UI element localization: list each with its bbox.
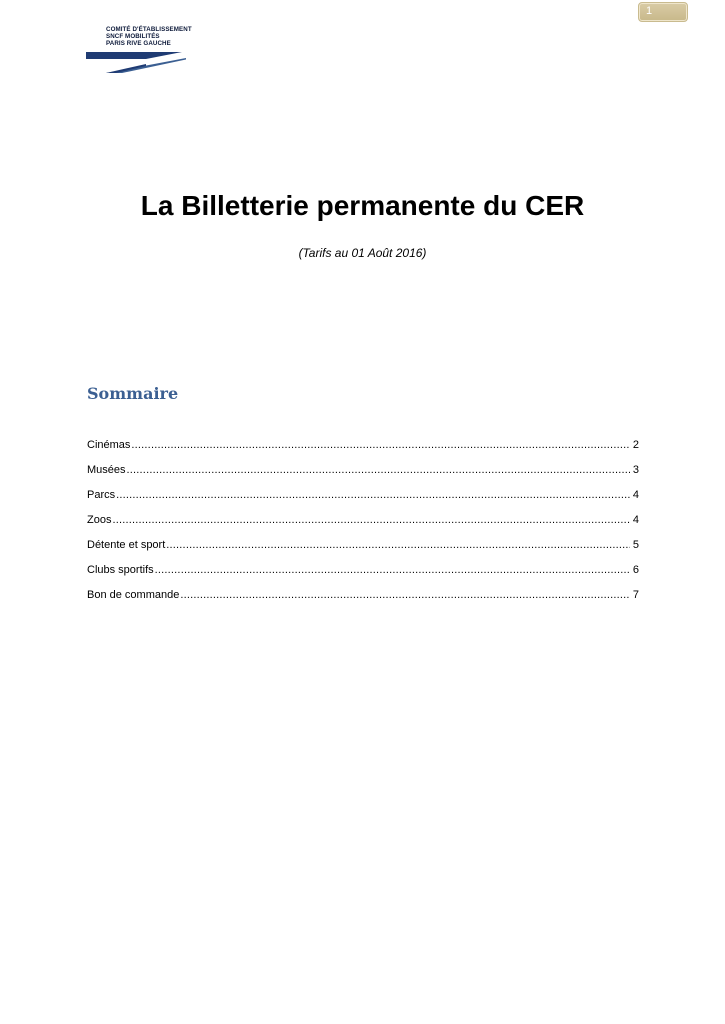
logo-line-2: SNCF MOBILITÉS — [106, 33, 160, 41]
toc-item-page: 3 — [632, 464, 639, 476]
document-title: La Billetterie permanente du CER — [140, 190, 585, 221]
toc-leader-dots — [116, 489, 630, 501]
toc-leader-dots — [155, 564, 630, 576]
logo-text — [106, 26, 192, 48]
toc-item-page: 4 — [632, 489, 639, 501]
logo-stripes-icon — [86, 52, 190, 76]
toc-leader-dots — [131, 439, 629, 451]
toc-item-detente-et-sport[interactable] — [87, 539, 639, 564]
toc-item-parcs[interactable] — [87, 489, 639, 514]
toc-item-label: Clubs sportifs — [87, 564, 154, 576]
toc-item-clubs-sportifs[interactable] — [87, 564, 639, 589]
page-number: 1 — [646, 5, 653, 17]
toc-item-zoos[interactable] — [87, 514, 639, 539]
logo-line-1: COMITÉ D'ÉTABLISSEMENT — [106, 26, 192, 33]
toc-item-bon-de-commande[interactable] — [87, 589, 639, 614]
toc-item-page: 6 — [632, 564, 639, 576]
toc-item-label: Musées — [87, 464, 126, 476]
toc-heading: Sommaire — [87, 384, 179, 403]
logo-line-3: PARIS RIVE GAUCHE — [106, 40, 171, 48]
logo — [86, 26, 196, 78]
document-subtitle: (Tarifs au 01 Août 2016) — [298, 246, 427, 260]
toc-leader-dots — [112, 514, 629, 526]
toc-item-label: Bon de commande — [87, 589, 180, 601]
toc-item-page: 4 — [632, 514, 639, 526]
toc-item-cinemas[interactable] — [87, 439, 639, 464]
toc-leader-dots — [127, 464, 630, 476]
toc-item-label: Parcs — [87, 489, 116, 501]
toc-item-page: 5 — [632, 539, 639, 551]
toc-item-musees[interactable] — [87, 464, 639, 489]
toc-item-page: 7 — [632, 589, 639, 601]
toc-leader-dots — [166, 539, 630, 551]
toc-leader-dots — [180, 589, 630, 601]
page-number-badge — [638, 2, 688, 22]
toc-item-page: 2 — [632, 439, 639, 451]
table-of-contents — [87, 439, 639, 614]
toc-item-label: Zoos — [87, 514, 112, 526]
toc-item-label: Cinémas — [87, 439, 131, 451]
toc-item-label: Détente et sport — [87, 539, 166, 551]
